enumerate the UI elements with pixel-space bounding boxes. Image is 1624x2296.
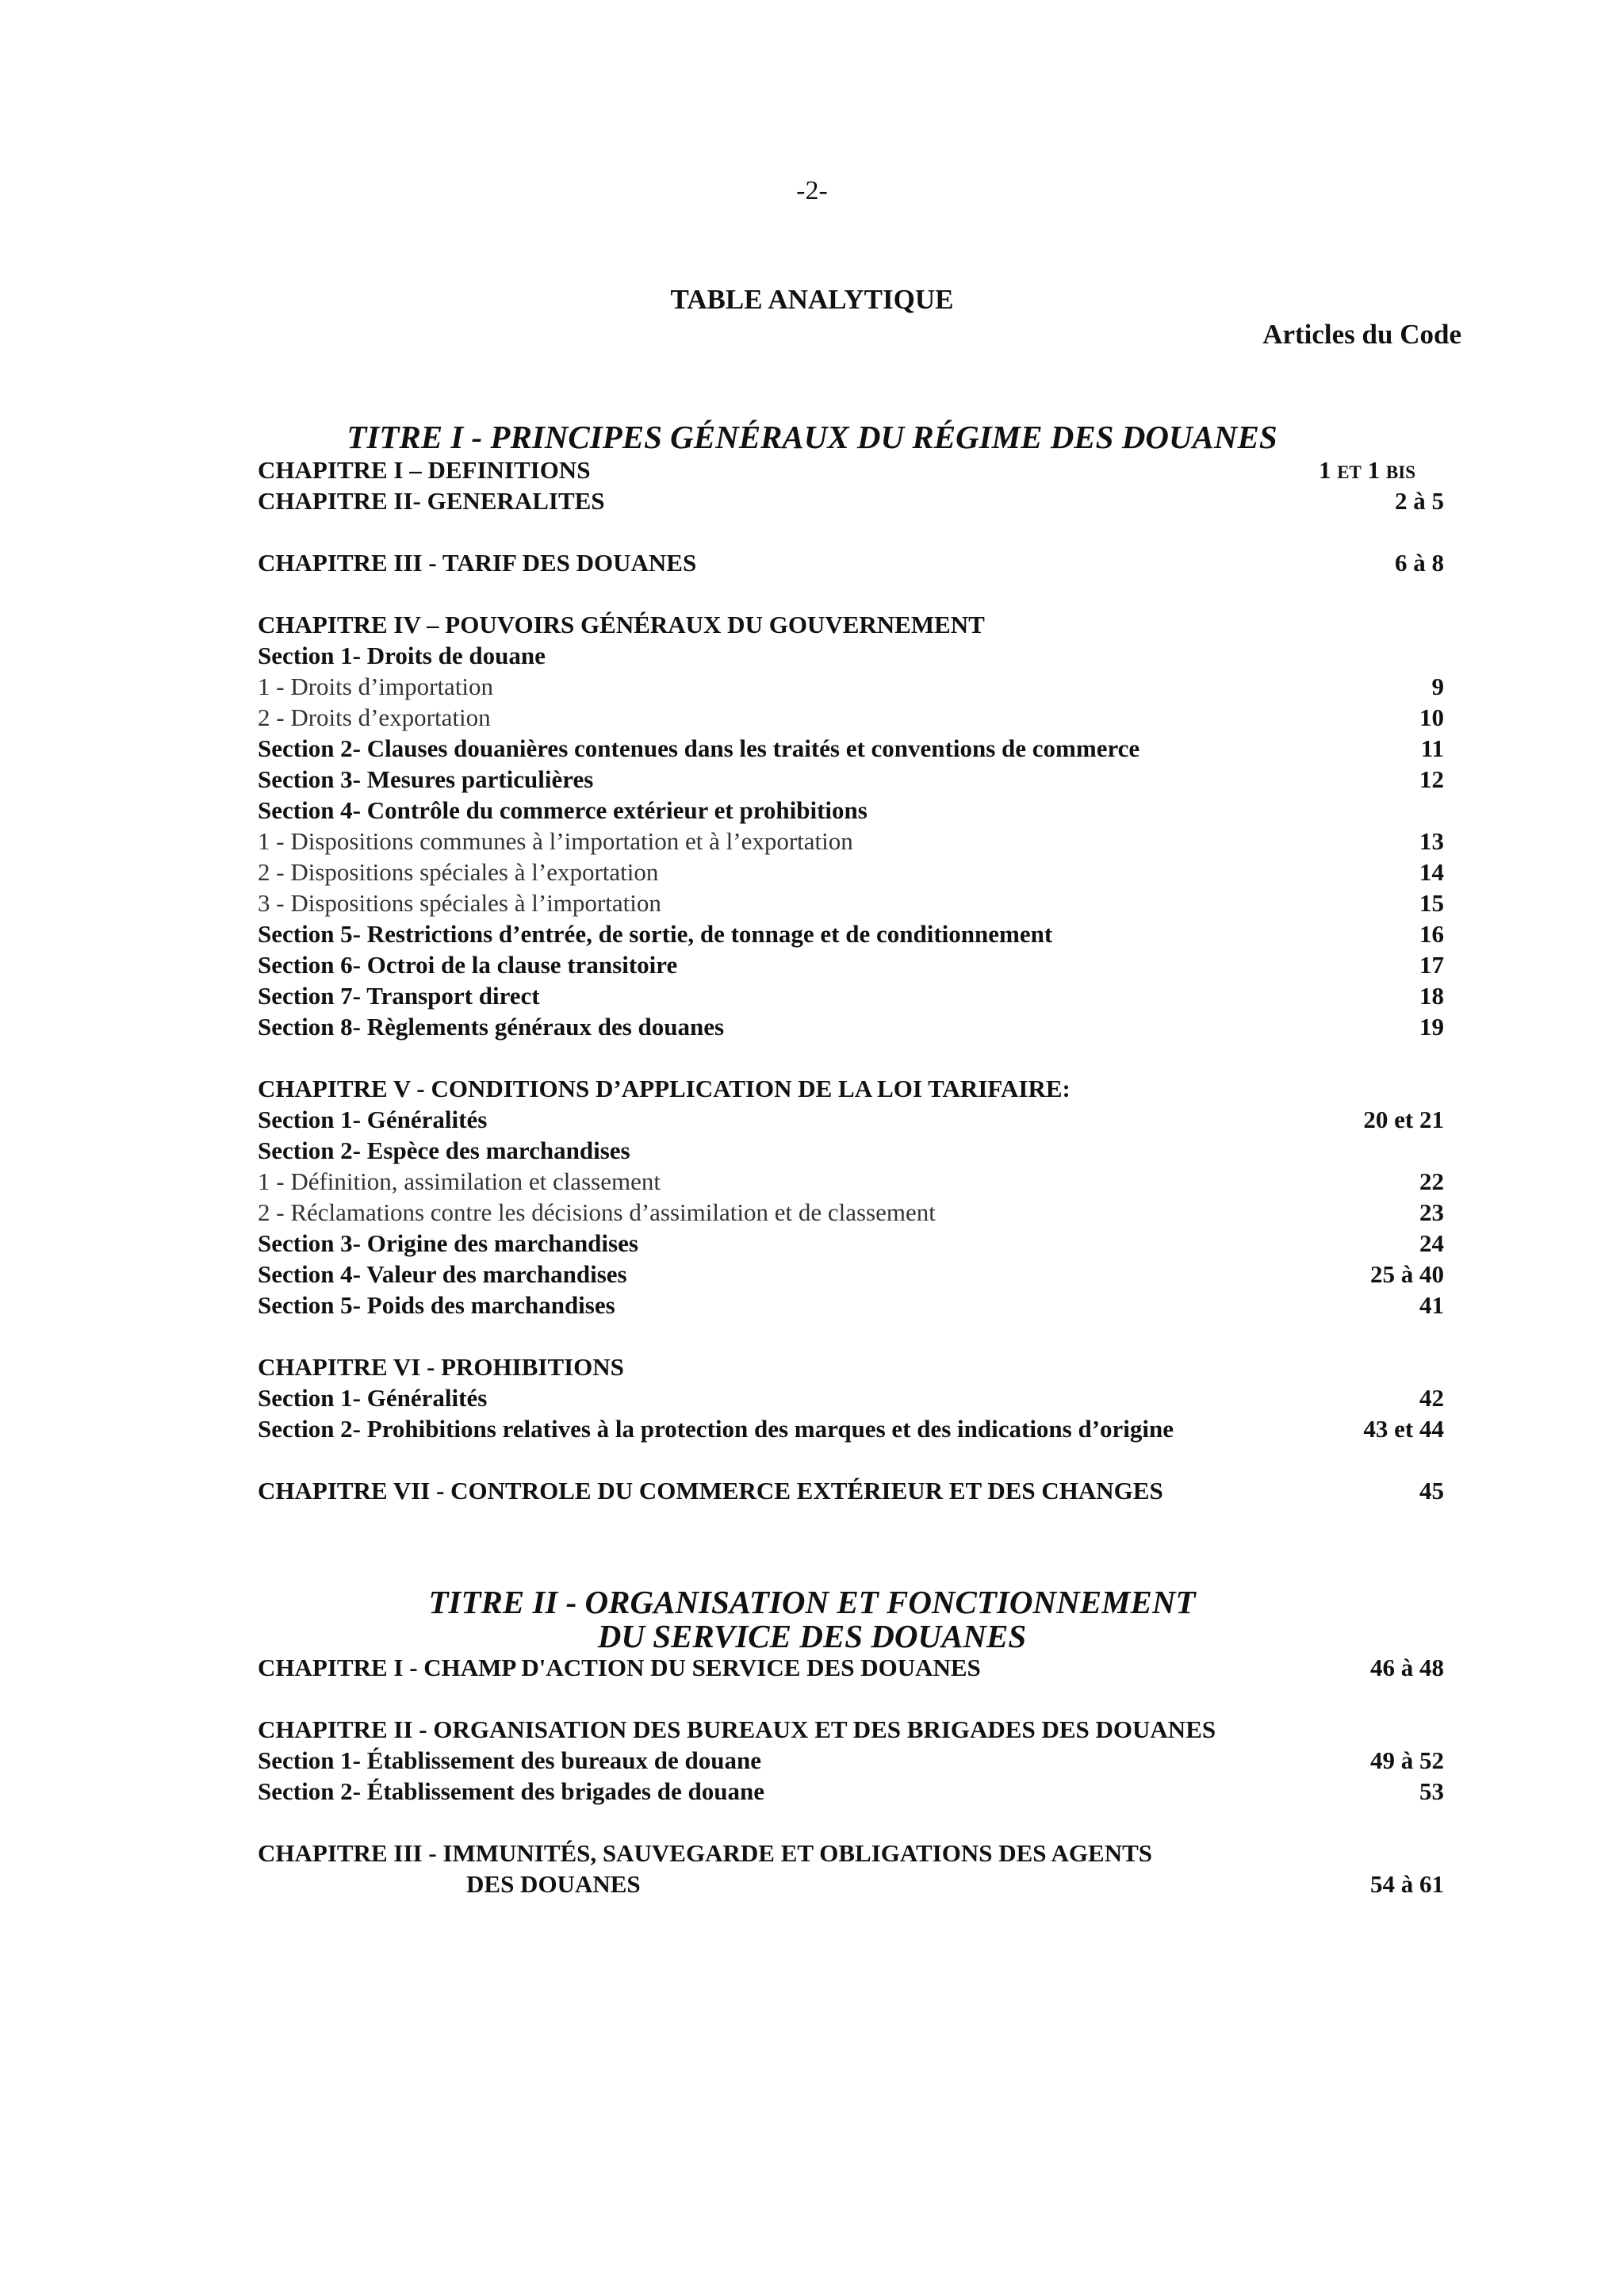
toc-label: Section 4- Valeur des marchandises: [258, 1260, 627, 1288]
toc-label: CHAPITRE II- GENERALITES: [258, 487, 605, 515]
toc-articles: 6 à 8: [1395, 549, 1444, 577]
column-header: Articles du Code: [1262, 319, 1461, 350]
toc-row[interactable]: [258, 1745, 1444, 1776]
toc-row[interactable]: [258, 1011, 1444, 1042]
toc-label: CHAPITRE I - CHAMP D'ACTION DU SERVICE DES DOUANES: [258, 1654, 981, 1681]
titre-2-toc: [258, 1652, 1444, 1899]
toc-row[interactable]: [258, 640, 1444, 671]
toc-label: Section 3- Origine des marchandises: [258, 1229, 638, 1257]
toc-row[interactable]: [258, 733, 1444, 764]
toc-articles: 43 et 44: [1363, 1415, 1444, 1443]
toc-row[interactable]: [258, 795, 1444, 826]
toc-label: CHAPITRE V - CONDITIONS D’APPLICATION DE LA LOI TARIFAIRE:: [258, 1075, 1071, 1102]
toc-row-titre2-chapitre-3-cont[interactable]: [258, 1869, 1444, 1899]
toc-label: 2 - Droits d’exportation: [258, 703, 491, 731]
toc-row[interactable]: [258, 949, 1444, 980]
toc-label: Section 3- Mesures particulières: [258, 765, 594, 793]
toc-articles: 54 à 61: [1370, 1870, 1444, 1898]
toc-articles: 22: [1419, 1167, 1444, 1195]
page-number: -2-: [796, 176, 828, 205]
toc-row[interactable]: [258, 826, 1444, 857]
toc-label: Section 1- Généralités: [258, 1384, 488, 1412]
toc-row-chapitre-2[interactable]: [258, 485, 1444, 516]
titre-1-toc: [258, 454, 1444, 1506]
toc-articles: 24: [1419, 1229, 1444, 1257]
toc-row[interactable]: [258, 1228, 1444, 1259]
toc-label: CHAPITRE VI - PROHIBITIONS: [258, 1353, 624, 1381]
toc-articles: 10: [1419, 703, 1444, 731]
toc-articles: 20 et 21: [1363, 1106, 1444, 1133]
titre-2-heading-line2: DU SERVICE DES DOUANES: [597, 1618, 1027, 1654]
toc-label: 3 - Dispositions spéciales à l’importation: [258, 889, 661, 917]
toc-articles: 16: [1419, 920, 1444, 948]
toc-label: 1 - Définition, assimilation et classement: [258, 1167, 661, 1195]
toc-row[interactable]: [258, 857, 1444, 887]
toc-row[interactable]: [258, 918, 1444, 949]
toc-label: CHAPITRE IV – POUVOIRS GÉNÉRAUX DU GOUVERNEMENT: [258, 611, 985, 638]
toc-row[interactable]: [258, 764, 1444, 795]
toc-articles: 18: [1419, 982, 1444, 1010]
toc-articles: 42: [1419, 1384, 1444, 1412]
toc-row[interactable]: [258, 887, 1444, 918]
toc-label: CHAPITRE III - TARIF DES DOUANES: [258, 549, 697, 577]
toc-articles: 13: [1419, 827, 1444, 855]
toc-label: Section 4- Contrôle du commerce extérieur et prohibitions: [258, 796, 868, 824]
toc-label: Section 1- Établissement des bureaux de douane: [258, 1746, 761, 1774]
toc-label: 2 - Dispositions spéciales à l’exportation: [258, 858, 659, 886]
toc-row-chapitre-7[interactable]: [258, 1475, 1444, 1506]
toc-articles: 41: [1419, 1291, 1444, 1319]
toc-label: Section 2- Prohibitions relatives à la protection des marques et des indications d’origine: [258, 1415, 1174, 1443]
toc-row[interactable]: [258, 1776, 1444, 1807]
toc-row-titre2-chapitre-2[interactable]: [258, 1714, 1444, 1745]
toc-articles: 2 à 5: [1395, 487, 1444, 515]
toc-row-chapitre-6[interactable]: [258, 1351, 1444, 1382]
toc-articles: 49 à 52: [1370, 1746, 1444, 1774]
toc-articles: 46 à 48: [1370, 1654, 1444, 1681]
toc-row-chapitre-3[interactable]: [258, 547, 1444, 578]
toc-row-chapitre-5[interactable]: [258, 1073, 1444, 1104]
toc-label: Section 2- Établissement des brigades de douane: [258, 1777, 764, 1805]
toc-label: Section 5- Restrictions d’entrée, de sortie, de tonnage et de conditionnement: [258, 920, 1053, 948]
toc-articles: 15: [1419, 889, 1444, 917]
toc-label: CHAPITRE III - IMMUNITÉS, SAUVEGARDE ET OBLIGATIONS DES AGENTS: [258, 1839, 1153, 1867]
toc-row[interactable]: [258, 980, 1444, 1011]
toc-label: Section 2- Espèce des marchandises: [258, 1137, 630, 1164]
toc-label: 2 - Réclamations contre les décisions d’assimilation et de classement: [258, 1198, 936, 1226]
toc-label: Section 5- Poids des marchandises: [258, 1291, 615, 1319]
toc-row[interactable]: [258, 1413, 1444, 1444]
toc-articles: 25 à 40: [1370, 1260, 1444, 1288]
toc-articles: 12: [1419, 765, 1444, 793]
toc-label: Section 6- Octroi de la clause transitoire: [258, 951, 678, 979]
toc-row-titre2-chapitre-3[interactable]: [258, 1838, 1444, 1869]
toc-label: 1 - Droits d’importation: [258, 673, 494, 700]
toc-label: Section 8- Règlements généraux des douanes: [258, 1013, 725, 1041]
document-title: TABLE ANALYTIQUE: [670, 284, 954, 315]
toc-row[interactable]: [258, 671, 1444, 702]
toc-label: CHAPITRE II - ORGANISATION DES BUREAUX ET DES BRIGADES DES DOUANES: [258, 1715, 1216, 1743]
toc-articles: 14: [1419, 858, 1444, 886]
toc-row-chapitre-1[interactable]: [258, 454, 1444, 485]
toc-label: CHAPITRE I – DEFINITIONS: [258, 456, 591, 484]
toc-row[interactable]: [258, 702, 1444, 733]
toc-articles: 1 ET 1 BIS: [1318, 456, 1415, 484]
toc-label: Section 7- Transport direct: [258, 982, 540, 1010]
toc-articles: 19: [1419, 1013, 1444, 1041]
toc-label: Section 1- Droits de douane: [258, 642, 546, 669]
toc-label: Section 1- Généralités: [258, 1106, 488, 1133]
toc-label: CHAPITRE VII - CONTROLE DU COMMERCE EXTÉRIEUR ET DES CHANGES: [258, 1477, 1163, 1504]
toc-articles: 53: [1419, 1777, 1444, 1805]
toc-label: 1 - Dispositions communes à l’importation et à l’exportation: [258, 827, 853, 855]
toc-articles: 11: [1420, 734, 1444, 762]
toc-articles: 23: [1419, 1198, 1444, 1226]
toc-label: DES DOUANES: [466, 1870, 641, 1898]
titre-2-heading-line1: TITRE II - ORGANISATION ET FONCTIONNEMENT: [428, 1584, 1196, 1620]
toc-articles: 9: [1431, 673, 1444, 700]
toc-row[interactable]: [258, 1290, 1444, 1320]
toc-articles: 17: [1419, 951, 1444, 979]
toc-row[interactable]: [258, 1166, 1444, 1197]
toc-row[interactable]: [258, 1382, 1444, 1413]
toc-row[interactable]: [258, 1104, 1444, 1135]
toc-articles: 45: [1419, 1477, 1444, 1504]
toc-row[interactable]: [258, 1259, 1444, 1290]
titre-1-heading: TITRE I - PRINCIPES GÉNÉRAUX DU RÉGIME DES DOUANES: [347, 419, 1277, 455]
toc-row-chapitre-4[interactable]: [258, 609, 1444, 640]
toc-row[interactable]: [258, 1135, 1444, 1166]
toc-row[interactable]: [258, 1197, 1444, 1228]
toc-row-titre2-chapitre-1[interactable]: [258, 1652, 1444, 1683]
toc-label: Section 2- Clauses douanières contenues dans les traités et conventions de commerce: [258, 734, 1140, 762]
